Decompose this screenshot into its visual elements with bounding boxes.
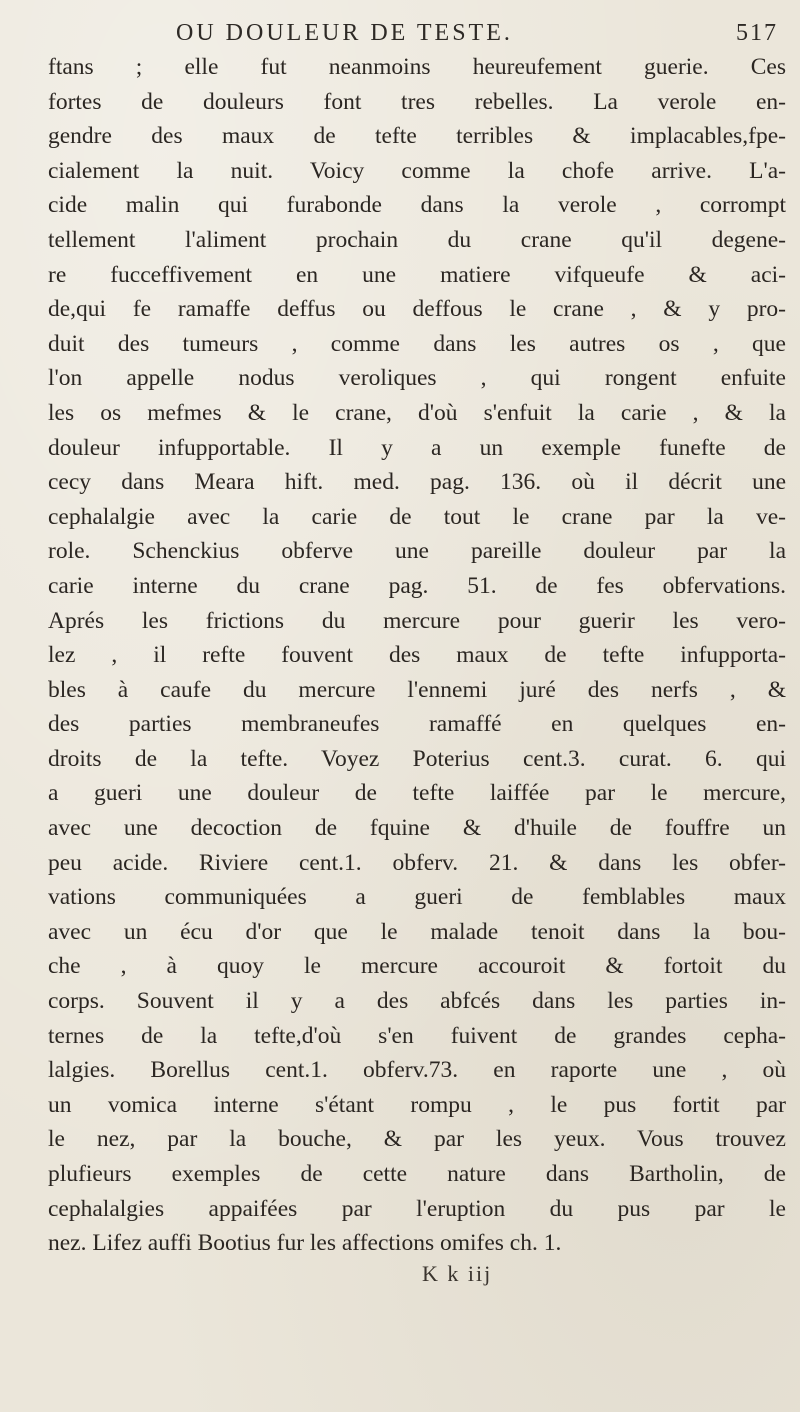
- text-line: a gueri une douleur de tefte laiffée par le mercure,: [48, 780, 786, 807]
- text-line: cialement la nuit. Voicy comme la chofe arrive. L'a-: [48, 157, 786, 184]
- text-line: ftans ; elle fut neanmoins heureufement guerie. Ces: [48, 54, 786, 80]
- text-line: peu acide. Riviere cent.1. obferv. 21. & dans les obfer-: [48, 849, 786, 876]
- page-footer: [48, 1261, 786, 1295]
- text-line: avec un écu d'or que le malade tenoit dans la bou-: [48, 918, 786, 945]
- signature-mark: K k iij: [422, 1260, 493, 1286]
- text-line: un vomica interne s'étant rompu , le pus fortit par: [48, 1091, 786, 1118]
- text-line: cide malin qui furabonde dans la verole , corrompt: [48, 192, 786, 219]
- text-line: lez , il refte fouvent des maux de tefte infupporta-: [48, 642, 786, 669]
- text-line: avec une decoction de fquine & d'huile de fouffre un: [48, 815, 786, 842]
- text-line: de,qui fe ramaffe deffus ou deffous le crane , & y pro-: [48, 296, 786, 323]
- text-line: Aprés les frictions du mercure pour guerir les vero-: [48, 607, 786, 634]
- text-line: l'on appelle nodus veroliques , qui rongent enfuite: [48, 365, 786, 392]
- text-line: re fucceffivement en une matiere vifqueufe & aci-: [48, 261, 786, 288]
- body-text: [48, 50, 786, 1261]
- text-line: cephalalgie avec la carie de tout le crane par la ve-: [48, 503, 786, 530]
- text-line: des parties membraneufes ramaffé en quelques en-: [48, 711, 786, 738]
- text-line: carie interne du crane pag. 51. de fes obfervations.: [48, 572, 786, 599]
- text-line: le nez, par la bouche, & par les yeux. Vous trouvez: [48, 1126, 786, 1153]
- text-line: ternes de la tefte,d'où s'en fuivent de grandes cepha-: [48, 1022, 786, 1049]
- text-line: tellement l'aliment prochain du crane qu'il degene-: [48, 226, 786, 253]
- text-line: nez. Lifez auffi Bootius fur les affections omifes ch. 1.: [48, 1230, 562, 1257]
- running-head: [48, 14, 786, 50]
- text-line: les os mefmes & le crane, d'où s'enfuit la carie , & la: [48, 399, 786, 426]
- text-line: bles à caufe du mercure l'ennemi juré des nerfs , &: [48, 676, 786, 703]
- text-line: droits de la tefte. Voyez Poterius cent.3. curat. 6. qui: [48, 745, 786, 772]
- text-line: douleur infupportable. Il y a un exemple funefte de: [48, 434, 786, 461]
- text-line: cephalalgies appaifées par l'eruption du pus par le: [48, 1195, 786, 1222]
- page-number: 517: [736, 20, 778, 46]
- text-line: role. Schenckius obferve une pareille douleur par la: [48, 538, 786, 565]
- text-line: corps. Souvent il y a des abfcés dans les parties in-: [48, 988, 786, 1015]
- text-line: vations communiquées a gueri de femblables maux: [48, 884, 786, 911]
- text-line: cecy dans Meara hift. med. pag. 136. où il décrit une: [48, 469, 786, 496]
- text-line: plufieurs exemples de cette nature dans Bartholin, de: [48, 1161, 786, 1187]
- text-line: che , à quoy le mercure accouroit & fortoit du: [48, 953, 786, 980]
- text-line: gendre des maux de tefte terribles & implacables,fpe-: [48, 123, 786, 150]
- book-page: [48, 14, 786, 1295]
- running-head-title: OU DOULEUR DE TESTE.: [176, 20, 513, 46]
- text-line: lalgies. Borellus cent.1. obferv.73. en raporte une , où: [48, 1057, 786, 1084]
- text-line: duit des tumeurs , comme dans les autres os , que: [48, 330, 786, 357]
- text-line: fortes de douleurs font tres rebelles. La verole en-: [48, 88, 786, 115]
